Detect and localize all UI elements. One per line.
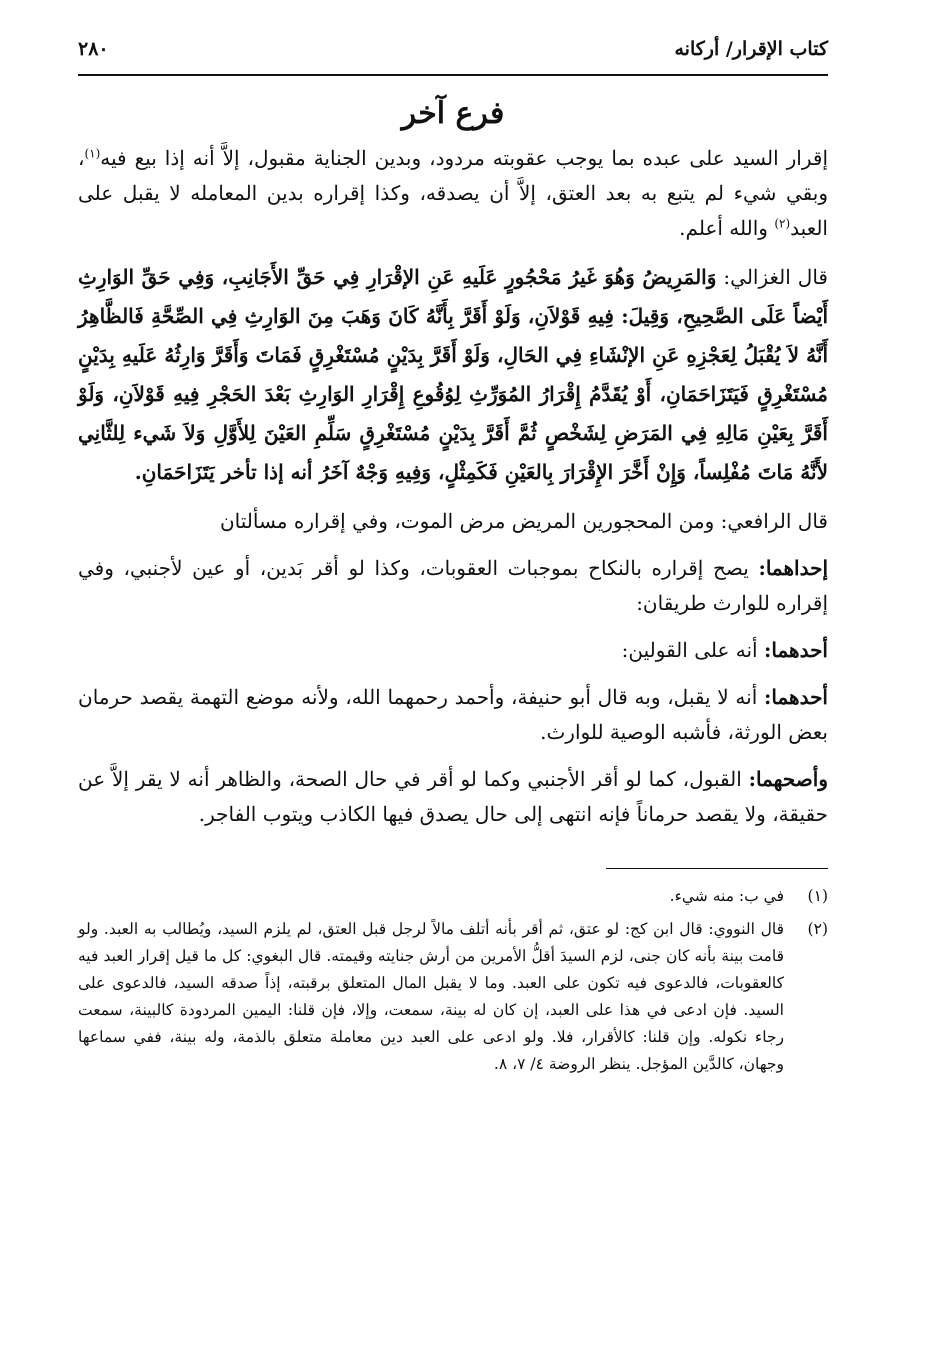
section-heading: فرع آخر xyxy=(401,96,505,131)
first-issue-lead: إحداهما: xyxy=(758,556,828,580)
running-title: كتاب الإقرار/ أركانه xyxy=(674,38,828,60)
most-correct-lead: وأصحهما: xyxy=(748,767,828,791)
ghazali-text: وَالمَرِيضُ وَهُوَ غَيرُ مَحْجُورٍ عَلَيهِ عَنِ الإقْرَارِ فِي حَقِّ الأَجَانِبِ، وَفِي حَقِّ الوَارِثِ أَيْضاً عَلَى الصَّحِيحِ، وَقِيلَ: فِيهِ قَوْلاَنِ، وَلَوْ أَقَرَّ بِأَنَّهُ كَانَ وَهَبَ مِنَ الوَارِثِ فِي الصِّحَّةِ فَالظَّاهِرُ أَنَّهُ لاَ يُقْبَلُ لِعَجْزِهِ عَنِ الإنْشَاءِ فِي الحَالِ، وَلَوْ أَقَرَّ بِدَيْنٍ مُسْتَغْرِقٍ فَمَاتَ وَأَقَرَّ وَارِثُهُ عَلَيهِ بِدَيْنٍ مُسْتَغْرِقٍ فَيَتَزَاحَمَانِ، أَوْ يُقَدَّمُ إِقْرَارُ المُوَرِّثِ لِوُقُوعِ إِقْرَارِ الوَارِثِ بَعْدَ الحَجْرِ فِيهِ قَوْلاَنِ، وَلَوْ أَقَرَّ بِعَيْنِ مَالِهِ فِي المَرَضِ لِشَخْصٍ ثُمَّ أَقَرَّ بِدَيْنٍ مُسْتَغْرِقٍ سَلِّمِ العَيْنَ لِلأَوَّلِ وَلاَ شَيء لِلثَّانِي لأَنَّهُ مَاتَ مُفْلِساً، وَإِنْ أَخَّرَ الإِقْرَارَ بِالعَيْنِ فَكَمِثْلٍ، وَفِيهِ وَجْهٌ آخَرُ أنه إذا تأخر يَتَزَاحَمَانِ. xyxy=(78,265,829,484)
ghazali-lead: قال الغزالي: xyxy=(716,265,828,289)
running-header xyxy=(78,38,828,68)
rafii-paragraph: قال الرافعي: ومن المحجورين المريض مرض الموت، وفي إقراره مسألتان xyxy=(219,509,828,533)
intro-paragraph xyxy=(78,141,828,246)
footnote-number: (٢) xyxy=(807,920,828,938)
footnote-text: قال النووي: قال ابن كج: لو عتق، ثم أقر بأنه أتلف مالاً لرجل قبل العتق، لم يلزم السيد، ويُطالب به العبد. ولو قامت بينة بأنه كان جنى، لزم السيدَ أقلُّ الأمرين من أرش جنايته وقيمته. قال البغوي: كل ما قيل إقرار العبد فيه كالعقوبات، فالدعوى فيه تكون على العبد. وما لا يقبل المال المتعلق برقبته، إذاً صدقه السيد، فالدعوى على السيد. فإن ادعى في هذا على العبد، إن كان له بينة، سمعت، وإلا، فإن قلنا: اليمين المردودة كالبينة، سمعت رجاء نكوله. وإن قلنا: كالأقرار، فلا. ولو ادعى على العبد دين معاملة متعلق بالذمة، وله بينة، ففي سماعها وجهان، كالدَّين المؤجل. ينظر الروضة ٤/ ٧، ٨. xyxy=(78,920,784,1073)
page-number: ٢٨٠ xyxy=(78,38,109,60)
footnote-text: في ب: منه شيء. xyxy=(669,887,784,905)
first-way-lead: أحدهما: xyxy=(763,638,828,662)
intro-text-2: ، وبقي شيء لم يتبع به بعد العتق، إلاَّ أن يصدقه، وكذا إقراره بدين المعامله لا يقبل على العبد xyxy=(78,146,828,240)
footnote-1 xyxy=(78,883,828,910)
footnote-2 xyxy=(78,916,828,1078)
first-issue-text: يصح إقراره بالنكاح بموجبات العقوبات، وكذا لو أقر بَدين، أو عين لأجنبي، وفي إقراره للوارث طريقان: xyxy=(78,556,828,615)
first-opinion-text: أنه لا يقبل، وبه قال أبو حنيفة، وأحمد رحمهما الله، ولأنه موضع التهمة يقصد حرمان بعض الورثة، فأشبه الوصية للوارث. xyxy=(78,685,828,744)
header-rule xyxy=(78,74,828,76)
first-opinion-paragraph xyxy=(78,680,828,750)
most-correct-paragraph xyxy=(78,762,828,832)
first-issue-paragraph xyxy=(78,551,828,621)
ghazali-paragraph xyxy=(78,258,828,492)
first-way-paragraph xyxy=(78,633,828,668)
first-opinion-lead: أحدهما: xyxy=(763,685,828,709)
most-correct-text: القبول، كما لو أقر الأجنبي وكما لو أقر في حال الصحة، والظاهر أنه لا يقر إلاَّ عن حقيقة، ولا يقصد حرماناً فإنه انتهى إلى حال يصدق فيها الكاذب ويتوب الفاجر. xyxy=(78,767,828,826)
intro-text-1: إقرار السيد على عبده بما يوجب عقوبته مردود، وبدين الجناية مقبول، إلاَّ أنه إذا بيع فيه xyxy=(100,146,828,170)
footnote-ref-2[interactable]: (٢) xyxy=(774,216,791,231)
footnote-separator xyxy=(606,868,828,869)
intro-text-3: والله أعلم. xyxy=(679,216,775,240)
footnote-number: (١) xyxy=(807,887,828,905)
first-way-text: أنه على القولين: xyxy=(621,638,764,662)
book-page xyxy=(78,38,828,1361)
footnote-ref-1[interactable]: (١) xyxy=(84,146,101,161)
